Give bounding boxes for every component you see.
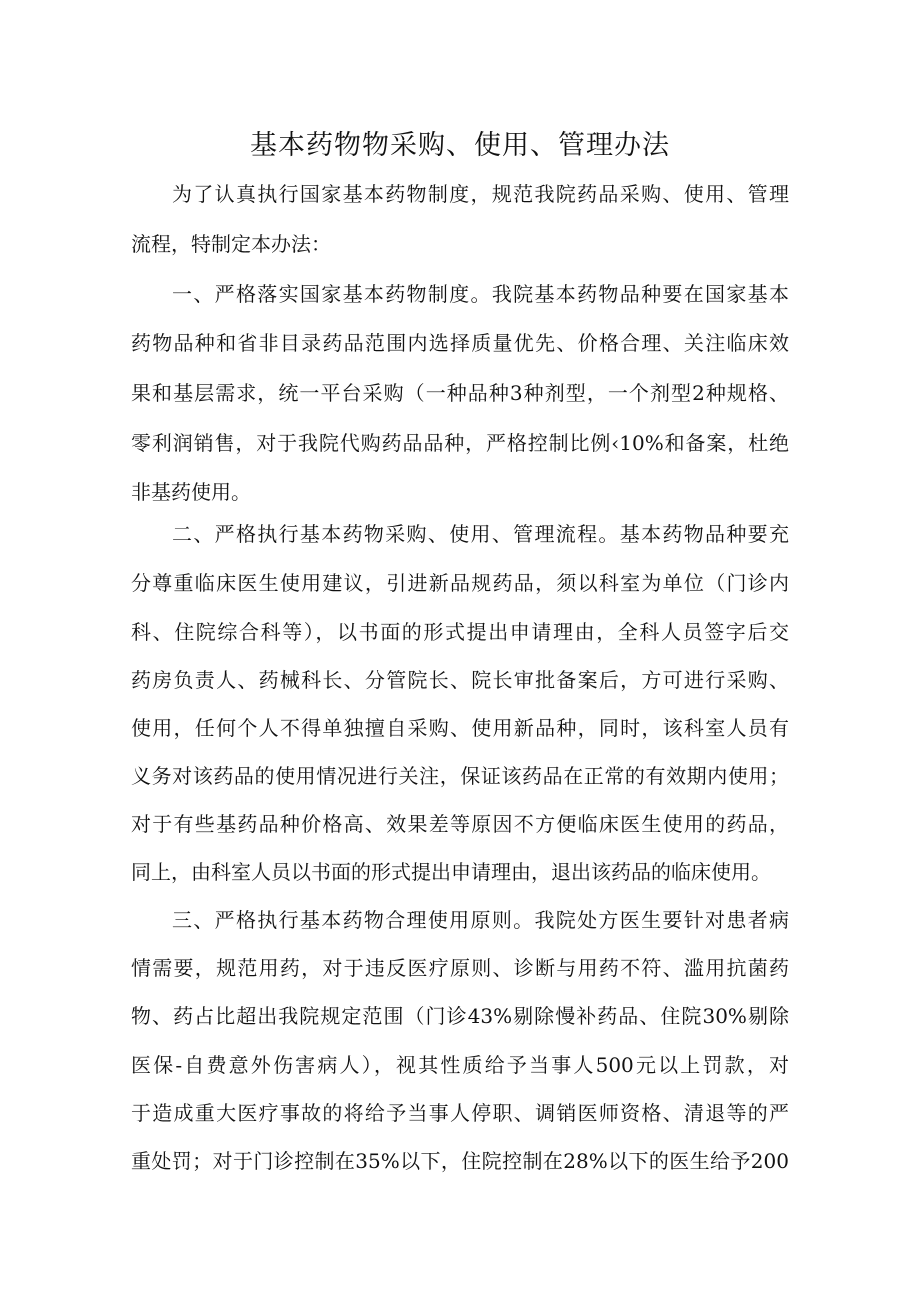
paragraph-line: 二、严格执行基本药物采购、使用、管理流程。基本药物品种要充 (172, 522, 789, 546)
paragraph-line: 零利润销售，对于我院代购药品品种，严格控制比例‹10%和备案，杜绝 (131, 431, 789, 455)
paragraph-line: 同上，由科室人员以书面的形式提出申请理由，退出该药品的临床使用。 (131, 860, 771, 884)
paragraph-line: 情需要，规范用药，对于违反医疗原则、诊断与用药不符、滥用抗菌药 (131, 956, 789, 980)
paragraph-line: 使用，任何个人不得单独擅自采购、使用新品种，同时，该科室人员有 (131, 716, 789, 740)
paragraph-line: 三、严格执行基本药物合理使用原则。我院处方医生要针对患者病 (172, 908, 789, 932)
document-title: 基本药物物采购、使用、管理办法 (250, 130, 670, 161)
paragraph-line: 物、药占比超出我院规定范围（门诊43%剔除慢补药品、住院30%剔除 (131, 1004, 789, 1028)
paragraph-line: 义务对该药品的使用情况进行关注，保证该药品在正常的有效期内使用； (131, 764, 789, 788)
paragraph-line: 一、严格落实国家基本药物制度。我院基本药物品种要在国家基本 (172, 282, 789, 306)
paragraph-line: 药房负责人、药械科长、分管院长、院长审批备案后，方可进行采购、 (131, 668, 789, 692)
paragraph-line: 重处罚；对于门诊控制在35%以下，住院控制在28%以下的医生给予200 (131, 1149, 789, 1173)
paragraph-line: 对于有些基药品种价格高、效果差等原因不方便临床医生使用的药品， (131, 812, 789, 836)
paragraph-line: 医保-自费意外伤害病人），视其性质给予当事人500元以上罚款，对 (131, 1053, 789, 1077)
paragraph-line: 非基药使用。 (131, 480, 251, 504)
paragraph-line: 药物品种和省非目录药品范围内选择质量优先、价格合理、关注临床效 (131, 331, 789, 355)
paragraph-line: 分尊重临床医生使用建议，引进新品规药品，须以科室为单位（门诊内 (131, 571, 789, 595)
paragraph-line: 科、住院综合科等），以书面的形式提出申请理由，全科人员签字后交 (131, 620, 789, 644)
paragraph-line: 果和基层需求，统一平台采购（一种品种3种剂型，一个剂型2种规格、 (131, 381, 789, 405)
paragraph-line: 流程，特制定本办法： (131, 232, 331, 256)
paragraph-line: 于造成重大医疗事故的将给予当事人停职、调销医师资格、清退等的严 (131, 1101, 789, 1125)
paragraph-line: 为了认真执行国家基本药物制度，规范我院药品采购、使用、管理 (172, 182, 789, 206)
